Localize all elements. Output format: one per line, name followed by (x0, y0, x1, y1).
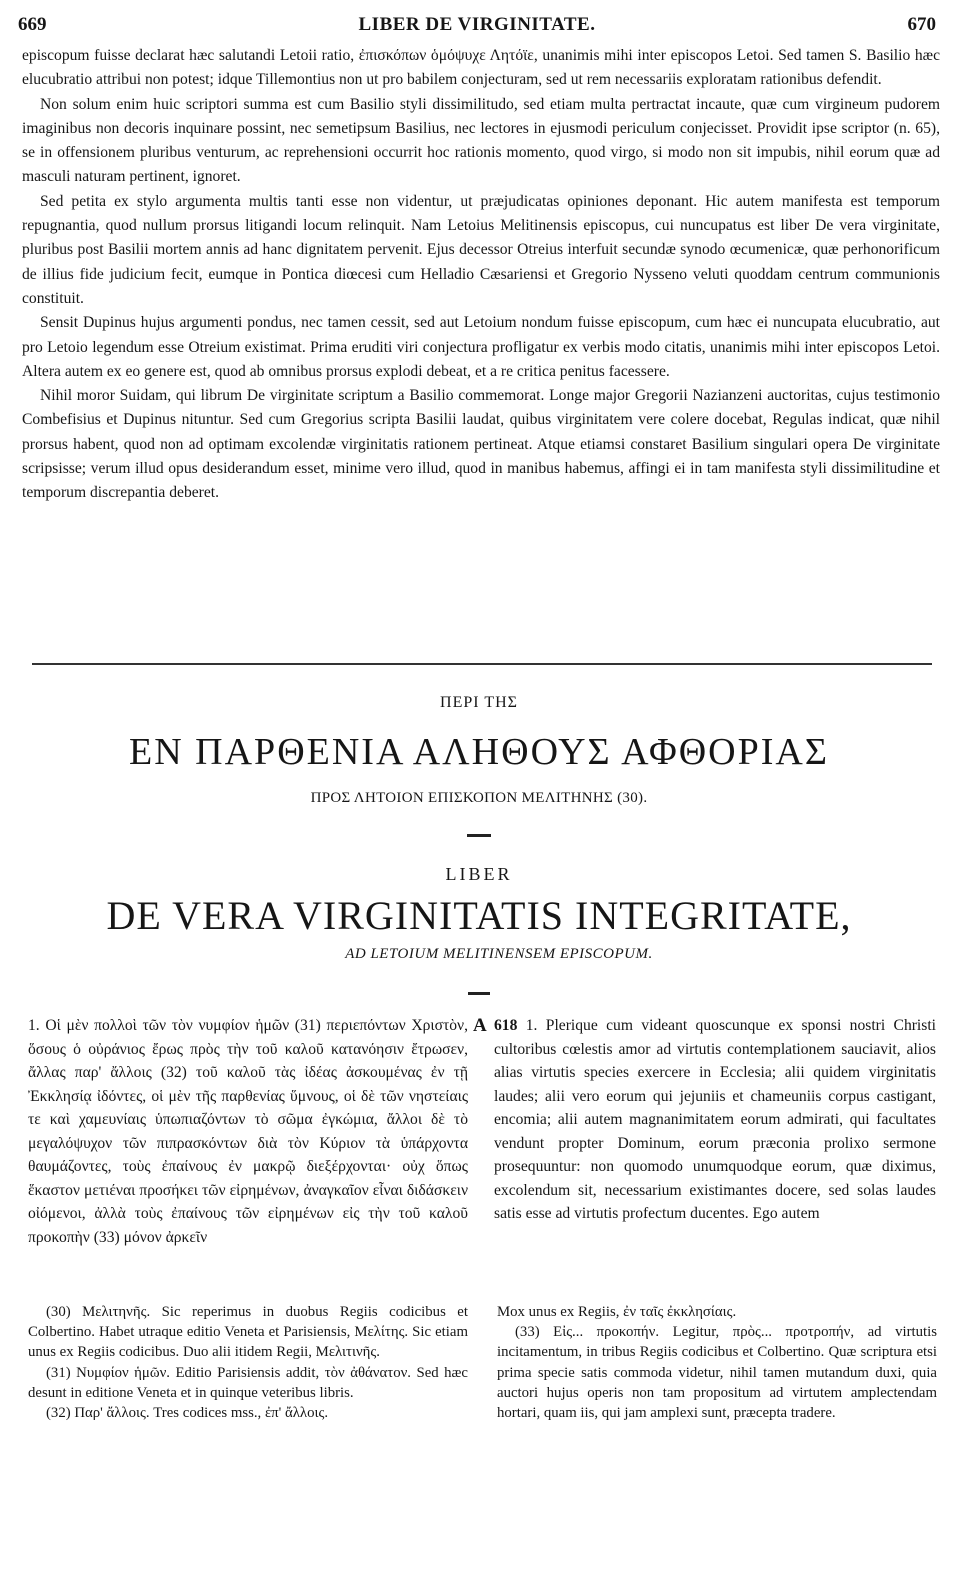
title-dash-2 (468, 992, 490, 995)
footnote-30: (30) Μελιτηνῆς. Sic reperimus in duobus Regiis codicibus et Colbertino. Habet utraque editio Veneta et Parisiensis, Μελίτης. Sic etiam unus ex Regiis codicibus. Duo alii itidem Regii, Μελιτινῆς. (28, 1304, 468, 1361)
latin-paragraph-text: 1. Plerique cum videant quoscunque ex sponsi nostri Christi cultoribus cœlestis amor ad virtutis contemplationem sauciavit, alios alias virtutis species exercere in Ecclesia; alii quidem virginitatis laudes; alii vero eorum qui jejuniis et chameuniis corpus castigant, encomia; alii autem magnanimitatem eorum admirati, qui facultates vendunt propter Dominum, eorum præconia prolixo sermone prosequuntur: non quomodo unumquodque eorum, quæ diximus, excolendum sit, necessarium existimantes docere, sed solas laudes satis esse ad virtutis profectum ducentes. Ego autem (494, 1017, 936, 1222)
margin-marker-a: A (473, 1015, 487, 1036)
introduction-text (22, 44, 940, 506)
footnote-31: (31) Νυμφίον ἡμῶν. Editio Parisiensis addit, τὸν ἀθάνατον. Sed hæc desunt in editione Veneta et in quinque veteribus libris. (28, 1364, 468, 1401)
page-number-right: 670 (907, 14, 936, 35)
footnotes-right (497, 1302, 937, 1423)
latin-title-liber: LIBER (445, 864, 513, 884)
intro-paragraph-1: episcopum fuisse declarat hæc salutandi Letoii ratio, ἐπισκόπων ὁμόψυχε Λητόϊε, unanimis mihi inter episcopos Letoi. Sed tamen S. Basilio hæc elucubratio attribui non potest; idque Tillemontius non ut pro babilem conjecturam, sed ut rem necessariis exploratam rationibus defendit. (22, 47, 940, 89)
greek-paragraph-1: 1. Οἱ μὲν πολλοὶ τῶν τὸν νυμφίον ἡμῶν (31) περιεπόντων Χριστὸν, ὅσους ὁ οὐράνιος ἔρως πρὸς τὴν τοῦ καλοῦ κατανόησιν ἔτρωσεν, ἄλλας παρ' ἄλλοις (32) τοῦ καλοῦ τὰς ἰδέας ἀσκουμένας ἐν τῇ Ἐκκλησίᾳ ἰδόντες, οἱ μὲν τῆς παρθενίας ὕμνους, οἱ δὲ τῶν νηστείαις τε καὶ χαμευνίαις ὑπωπιαζόντων τὸ σῶμα ἐγκώμια, ἄλλοι δὲ τὸ μεγαλόψυχον τῶν πιπρασκόντων διὰ τὸν Κύριον τὰ ὑπάρχοντα θαυμάζοντες, τοὺς ἐπαίνους ἐν μακρῷ διεξέρχονται· οὐχ ὅπως ἕκαστον μετιέναι προσήκει τῶν εἰρημένων, ἀναγκαῖον εἶναι διδάσκειν οἰόμενοι, ἀλλὰ τοὺς ἐπαίνους τῶν εἰρημένων εἰς τὴν τοῦ καλοῦ προκοπὴν (33) μόνον ἀρκεῖν (28, 1017, 468, 1246)
title-dash (467, 834, 491, 837)
section-divider (32, 663, 932, 665)
latin-column (494, 1014, 936, 1226)
footnote-32: (32) Παρ' ἄλλοις. Tres codices mss., ἐπ' ἄλλοις. (46, 1405, 329, 1422)
page-number-left: 669 (18, 14, 47, 35)
footnote-continuation: Mox unus ex Regiis, ἐν ταῖς ἐκκλησίαις. (497, 1304, 737, 1320)
greek-title-sub: ΠΡΟΣ ΛΗΤΟΙΟΝ ΕΠΙΣΚΟΠΟΝ ΜΕΛΙΤΗΝΗΣ (30). (310, 790, 648, 806)
intro-paragraph-5: Nihil moror Suidam, qui librum De virginitate scriptum a Basilio commemorat. Longe major Gregorii Nazianzeni auctoritas, cujus testimonio Combefisius et Dupinus nituntur. Sed cum Gregorius scripta Basilii laudat, quibus virginitatem vere colere docebat, Regulas indicat, quæ nihil prorsus habent, quod non ad optimam excolendæ virginitatis rationem pertineat. Atque etiamsi constaret Basilium singulari opera De virginitate scripsisse; verum illud opus desiderandum esset, minime vero illud, quod in manibus habemus, affingi ei in tam manifesta styli dissimilitudine et temporum discrepantia deberet. (22, 387, 940, 502)
running-header (18, 14, 936, 40)
footnote-33: (33) Εἰς... προκοπήν. Legitur, πρὸς... προτροπήν, ad virtutis incitamentum, in tribus Regiis codicibus et Colbertino. Quæ scriptura etsi prima specie satis commoda videtur, nihil tamen mutandum duxi, quia auctori hujus operis non tam propositum ad virtutem amplectendam hortari, quam iis, qui jam amplexi sunt, præcepta tradere. (497, 1324, 937, 1422)
intro-paragraph-4: Sensit Dupinus hujus argumenti pondus, nec tamen cessit, sed aut Letoium nondum fuisse episcopum, cum hæc ei nuncupata elucubratio, aut pro Letoio legendum esse Otreium existimat. Prima eruditi viri conjectura profligatur ex verbis modo citatis, unanimis mihi inter episcopos Letoi. Altera autem ex eo genere est, quod ab omnibus prorsus explodi debeat, et a re critica penitus facessere. (22, 314, 940, 380)
column-number: 618 (494, 1017, 518, 1034)
intro-paragraph-3: Sed petita ex stylo argumenta multis tanti esse non videntur, ut præjudicatas opiniones deponant. Hic autem manifesta est temporum repugnantia, quod nullum prorsus litigandi locum relinquit. Nam Letoius Melitinensis episcopus, cui nuncupatus est liber De vera virginitate, pluribus post Basilii mortem annis ad hanc dignitatem pervenit. Ejus decessor Otreius interfuit secundæ synodo œcumenicæ, quæ perhonorificum de illius fide judicium fecit, eumque in Pontica diœcesi cum Helladio Cæsariensi et Gregorio Nysseno veluti quoddam centrum communionis constituit. (22, 192, 940, 307)
greek-column (28, 1014, 468, 1249)
greek-title-main: ΕΝ ΠΑΡΘΕΝΙΑ ΑΛΗΘΟΥΣ ΑΦΘΟΡΙΑΣ (129, 731, 829, 773)
footnotes-left (28, 1302, 468, 1423)
greek-title-peri: ΠΕΡΙ ΤΗΣ (440, 694, 518, 711)
latin-title-sub: AD LETOIUM MELITINENSEM EPISCOPUM. (345, 946, 653, 962)
latin-paragraph-1 (494, 1014, 936, 1226)
latin-title-main: DE VERA VIRGINITATIS INTEGRITATE, (106, 893, 852, 938)
intro-paragraph-2: Non solum enim huic scriptori summa est cum Basilio styli dissimilitudo, sed etiam multa pertractat incaute, quæ cum virgineum pudorem imaginibus non decoris inquinare possint, nec semetipsum Basilius, nec lectores in ejusmodi periculum conjecisset. Providit ipse scriptor (n. 65), se in offensionem pluribus venturum, ac reprehensioni occurrit hoc rationis momento, quod virgo, si modo non sit impubis, nihil eorum quæ ad masculi naturam pertinent, ignoret. (22, 95, 940, 186)
running-title: LIBER DE VIRGINITATE. (358, 14, 596, 35)
